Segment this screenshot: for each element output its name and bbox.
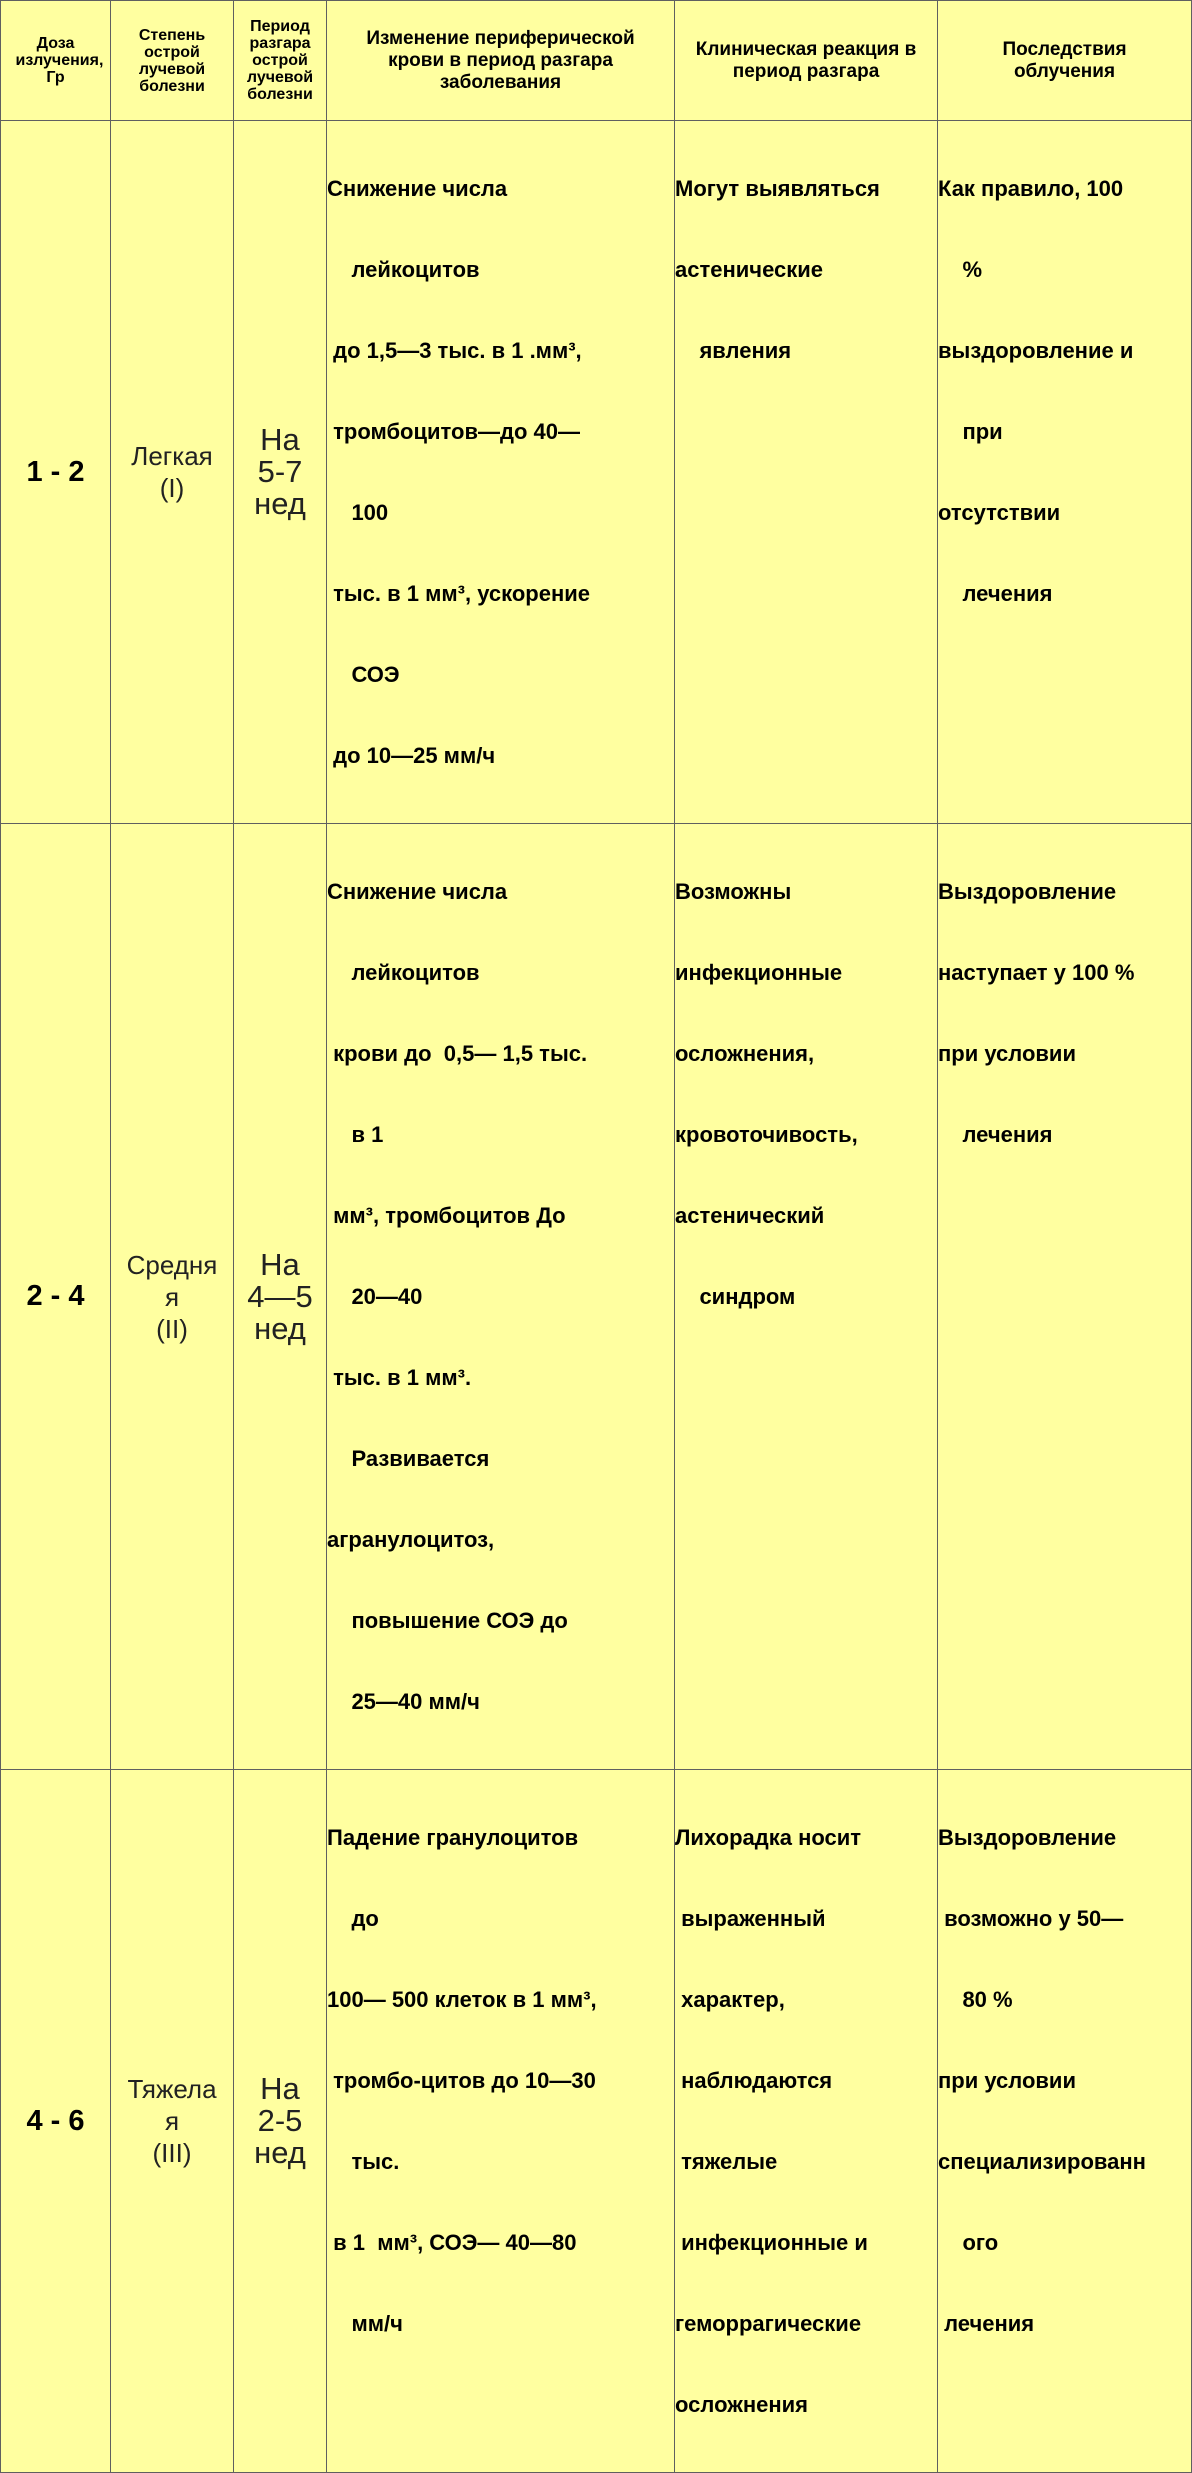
degree-word-cont: я bbox=[164, 2106, 180, 2136]
text-line: лейкоцитов bbox=[327, 257, 480, 282]
header-degree-label: Степень острой лучевой болезни bbox=[138, 26, 206, 95]
text-line: инфекционные и bbox=[675, 2230, 868, 2255]
text-line: явления bbox=[675, 338, 792, 363]
header-blood-label: Изменение периферической крови в период разгара заболевания bbox=[366, 27, 635, 93]
header-row bbox=[1, 1, 1192, 121]
text-line: при условии bbox=[938, 2068, 1076, 2093]
text-line: отсутствии bbox=[938, 500, 1061, 525]
text-line: Выздоровление bbox=[938, 1825, 1117, 1850]
text-line: выраженный bbox=[675, 1906, 826, 1931]
text-line: 25—40 мм/ч bbox=[327, 1689, 480, 1714]
header-blood bbox=[327, 1, 675, 121]
text-line: кровоточивость, bbox=[675, 1122, 858, 1147]
text-line: тяжелые bbox=[675, 2149, 778, 2174]
text-line: Могут выявляться bbox=[675, 176, 880, 201]
text-line: тромбо-цитов до 10—30 bbox=[327, 2068, 596, 2093]
degree-number: (III) bbox=[152, 2138, 192, 2168]
text-line: тромбоцитов—до 40— bbox=[327, 419, 580, 444]
text-line: % bbox=[938, 257, 983, 282]
text-line: СОЭ bbox=[327, 662, 400, 687]
text-line: специализированн bbox=[938, 2149, 1146, 2174]
table-row bbox=[1, 121, 1192, 824]
text-line: выздоровление и bbox=[938, 338, 1134, 363]
dose-cell: 4 - 6 bbox=[1, 1770, 111, 2473]
text-line: мм³, тромбоцитов До bbox=[327, 1203, 566, 1228]
dose-cell: 1 - 2 bbox=[1, 121, 111, 824]
text-line: геморрагические bbox=[675, 2311, 862, 2336]
text-line: в 1 bbox=[327, 1122, 384, 1147]
text-line: Развивается bbox=[327, 1446, 490, 1471]
degree-word: Легкая bbox=[131, 441, 213, 471]
text-line: ого bbox=[938, 2230, 999, 2255]
period-prefix: На bbox=[260, 422, 300, 457]
header-consequences bbox=[938, 1, 1192, 121]
text-line: Возможны bbox=[675, 879, 792, 904]
text-line: тыс. bbox=[327, 2149, 400, 2174]
degree-cell bbox=[111, 1770, 234, 2473]
period-range: 2-5 bbox=[257, 2103, 303, 2138]
text-line: Выздоровление bbox=[938, 879, 1117, 904]
text-line: крови до 0,5— 1,5 тыс. bbox=[327, 1041, 588, 1066]
text-line: до 10—25 мм/ч bbox=[327, 743, 496, 768]
text-line: возможно у 50— bbox=[938, 1906, 1124, 1931]
text-line: осложнения, bbox=[675, 1041, 815, 1066]
text-line: лейкоцитов bbox=[327, 960, 480, 985]
text-line: наблюдаются bbox=[675, 2068, 833, 2093]
text-line: лечения bbox=[938, 1122, 1053, 1147]
clinical-cell bbox=[675, 1770, 938, 2473]
text-line: Лихорадка носит bbox=[675, 1825, 862, 1850]
text-line: 20—40 bbox=[327, 1284, 423, 1309]
text-line: тыс. в 1 мм³, ускорение bbox=[327, 581, 591, 606]
header-clinical bbox=[675, 1, 938, 121]
text-line: наступает у 100 % bbox=[938, 960, 1135, 985]
period-cell bbox=[234, 824, 327, 1770]
period-unit: нед bbox=[254, 2135, 306, 2170]
text-line: повышение СОЭ до bbox=[327, 1608, 568, 1633]
text-line: астенические bbox=[675, 257, 824, 282]
clinical-cell bbox=[675, 121, 938, 824]
text-line: 100 bbox=[327, 500, 389, 525]
text-line: агранулоцитоз, bbox=[327, 1527, 495, 1552]
text-line: Падение гранулоцитов bbox=[327, 1825, 579, 1850]
text-line: астенический bbox=[675, 1203, 825, 1228]
text-line: до bbox=[327, 1906, 379, 1931]
text-line: инфекционные bbox=[675, 960, 843, 985]
degree-cell bbox=[111, 824, 234, 1770]
header-clinical-label: Клиническая реакция в период разгара bbox=[695, 38, 917, 82]
text-line: при условии bbox=[938, 1041, 1076, 1066]
header-degree bbox=[111, 1, 234, 121]
consequences-cell bbox=[938, 1770, 1192, 2473]
text-line: Снижение числа bbox=[327, 176, 508, 201]
period-range: 5-7 bbox=[257, 454, 303, 489]
period-unit: нед bbox=[254, 486, 306, 521]
text-line: при bbox=[938, 419, 1003, 444]
header-dose-label: Доза излучения, Гр bbox=[15, 35, 104, 86]
blood-cell bbox=[327, 1770, 675, 2473]
text-line: характер, bbox=[675, 1987, 785, 2012]
blood-cell bbox=[327, 824, 675, 1770]
clinical-cell bbox=[675, 824, 938, 1770]
degree-cell bbox=[111, 121, 234, 824]
text-line: Снижение числа bbox=[327, 879, 508, 904]
table-row bbox=[1, 824, 1192, 1770]
degree-word: Тяжела bbox=[127, 2074, 217, 2104]
period-cell bbox=[234, 121, 327, 824]
header-period-label: Период разгара острой лучевой болезни bbox=[246, 18, 314, 103]
period-range: 4—5 bbox=[247, 1278, 313, 1314]
header-consequences-label: Последствия облучения bbox=[1002, 38, 1127, 82]
text-line: синдром bbox=[675, 1284, 796, 1309]
period-prefix: На bbox=[260, 2071, 300, 2106]
text-line: в 1 мм³, СОЭ— 40—80 bbox=[327, 2230, 577, 2255]
text-line: осложнения bbox=[675, 2392, 808, 2417]
degree-number: (I) bbox=[159, 473, 185, 503]
degree-number: (II) bbox=[156, 1313, 188, 1344]
consequences-cell bbox=[938, 824, 1192, 1770]
text-line: до 1,5—3 тыс. в 1 .мм³, bbox=[327, 338, 582, 363]
period-prefix: На bbox=[260, 1246, 300, 1282]
text-line: Как правило, 100 bbox=[938, 176, 1124, 201]
text-line: тыс. в 1 мм³. bbox=[327, 1365, 472, 1390]
table-row bbox=[1, 1770, 1192, 2473]
text-line: 100— 500 клеток в 1 мм³, bbox=[327, 1987, 597, 2012]
text-line: 80 % bbox=[938, 1987, 1013, 2012]
text-line: мм/ч bbox=[327, 2311, 403, 2336]
degree-word-cont: я bbox=[164, 1281, 180, 1312]
blood-cell bbox=[327, 121, 675, 824]
text-line: лечения bbox=[938, 2311, 1035, 2336]
header-period bbox=[234, 1, 327, 121]
text-line: лечения bbox=[938, 581, 1053, 606]
consequences-cell bbox=[938, 121, 1192, 824]
period-unit: нед bbox=[254, 1310, 306, 1346]
header-dose bbox=[1, 1, 111, 121]
dose-cell: 2 - 4 bbox=[1, 824, 111, 1770]
degree-word: Средня bbox=[126, 1249, 218, 1280]
period-cell bbox=[234, 1770, 327, 2473]
